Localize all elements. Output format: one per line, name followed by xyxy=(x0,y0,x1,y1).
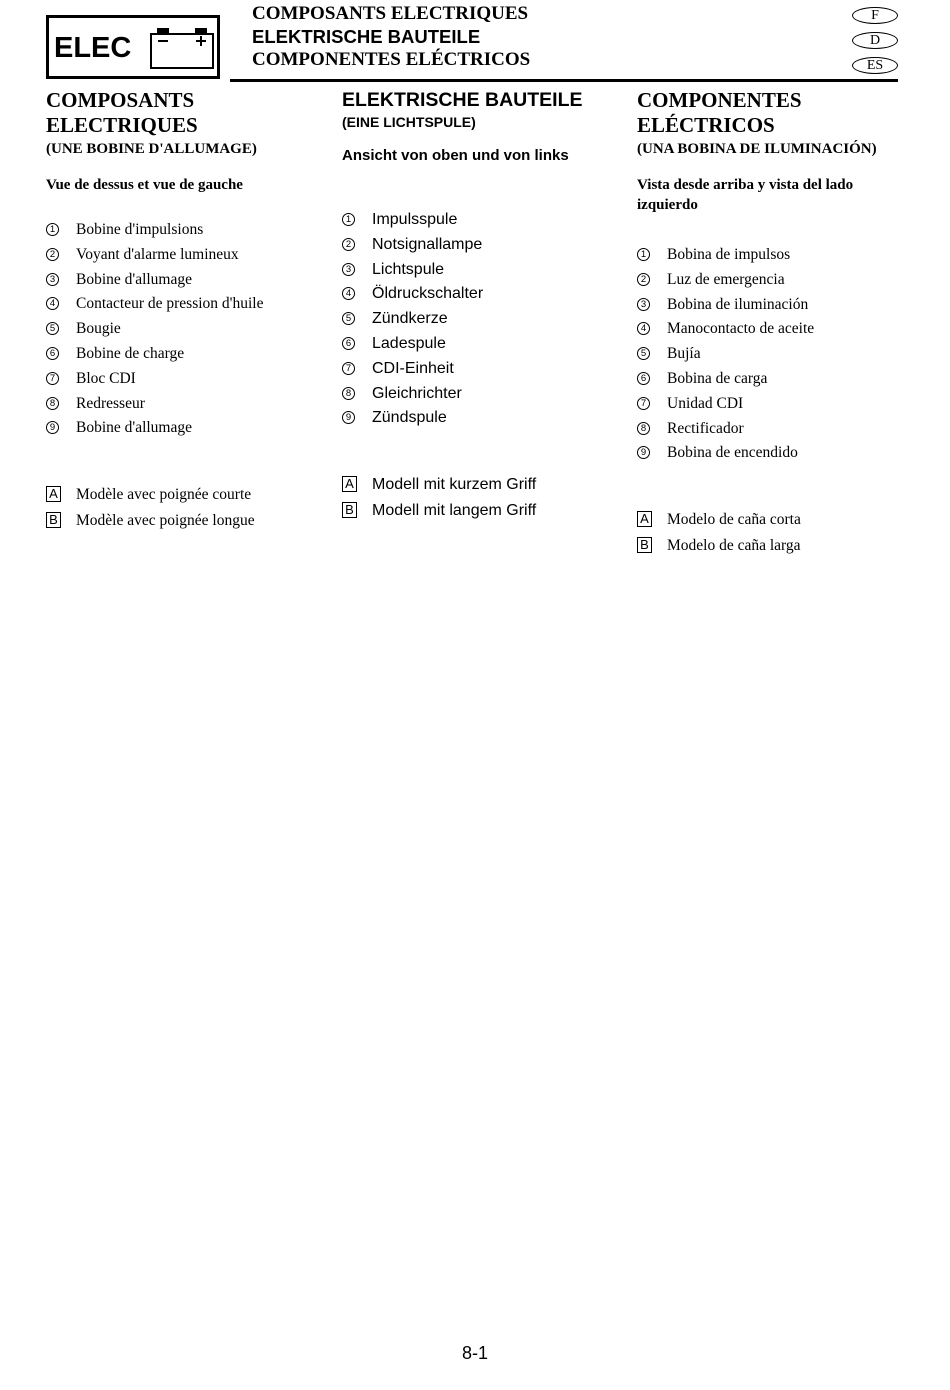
item-number: 6 xyxy=(46,347,59,360)
list-item xyxy=(46,218,326,243)
list-item xyxy=(342,233,622,258)
header-title-fr: COMPOSANTS ELECTRIQUES xyxy=(252,3,529,24)
model-item xyxy=(637,533,927,559)
section-title-line1: COMPOSANTS xyxy=(46,88,195,112)
item-label: Bujía xyxy=(667,345,701,363)
model-label: Modell mit kurzem Griff xyxy=(372,476,537,494)
list-item xyxy=(46,367,326,392)
item-label: Bobine d'allumage xyxy=(76,419,193,437)
item-label: Lichtspule xyxy=(372,260,445,278)
list-item xyxy=(637,342,927,367)
list-item xyxy=(342,282,622,307)
list-item xyxy=(637,243,927,268)
component-list xyxy=(637,243,927,466)
item-label: Unidad CDI xyxy=(667,394,744,412)
item-number: 4 xyxy=(637,322,650,335)
item-label: Bobine d'allumage xyxy=(76,270,193,288)
header-title-de: ELEKTRISCHE BAUTEILE xyxy=(252,26,481,47)
model-item xyxy=(46,508,326,534)
column-spanish xyxy=(637,88,927,558)
item-label: Bobine de charge xyxy=(76,344,185,362)
list-item xyxy=(342,258,622,283)
list-item xyxy=(342,208,622,233)
model-label: Modèle avec poignée courte xyxy=(76,486,252,504)
column-german xyxy=(342,88,622,523)
component-list xyxy=(46,218,326,441)
item-number: 7 xyxy=(342,362,355,375)
item-number: 6 xyxy=(637,372,650,385)
item-number: 1 xyxy=(46,223,59,236)
battery-icon xyxy=(149,26,215,70)
lang-badge-f: F xyxy=(852,7,898,24)
item-label: Impulsspule xyxy=(372,211,458,228)
model-key: B xyxy=(342,502,357,518)
section-title: ELEKTRISCHE BAUTEILE xyxy=(342,89,583,111)
item-number: 4 xyxy=(342,287,355,300)
item-number: 3 xyxy=(342,263,355,276)
item-label: CDI-Einheit xyxy=(372,359,454,377)
elec-section-badge xyxy=(46,15,220,79)
section-title-line2: ELÉCTRICOS xyxy=(637,113,775,137)
section-title-line1: COMPONENTES xyxy=(637,88,802,112)
view-label: Vue de dessus et vue de gauche xyxy=(46,177,243,193)
language-badges xyxy=(852,7,898,82)
section-subtitle: (EINE LICHTSPULE) xyxy=(342,114,476,130)
item-label: Bobina de encendido xyxy=(667,444,798,462)
item-label: Notsignallampe xyxy=(372,235,483,253)
item-number: 5 xyxy=(637,347,650,360)
model-item xyxy=(342,472,622,498)
item-label: Zündspule xyxy=(372,409,447,427)
component-list xyxy=(342,208,622,431)
item-label: Bobina de carga xyxy=(667,369,768,387)
item-number: 5 xyxy=(342,312,355,325)
model-key: A xyxy=(46,486,61,502)
item-number: 8 xyxy=(46,397,59,410)
list-item xyxy=(46,243,326,268)
model-list xyxy=(342,472,622,523)
item-number: 6 xyxy=(342,337,355,350)
item-label: Redresseur xyxy=(76,394,145,412)
model-label: Modelo de caña larga xyxy=(667,536,801,554)
header-title-es: COMPONENTES ELÉCTRICOS xyxy=(252,49,531,70)
item-label: Manocontacto de aceite xyxy=(667,320,815,338)
item-number: 2 xyxy=(342,238,355,251)
view-label: Ansicht von oben und von links xyxy=(342,147,569,164)
list-item xyxy=(342,307,622,332)
item-label: Ladespule xyxy=(372,334,446,352)
model-key: A xyxy=(342,476,357,492)
column-french xyxy=(46,88,326,533)
model-item xyxy=(342,498,622,524)
item-label: Luz de emergencia xyxy=(667,270,785,288)
item-label: Bobina de impulsos xyxy=(667,246,791,263)
item-number: 8 xyxy=(637,422,650,435)
item-number: 3 xyxy=(46,273,59,286)
model-item xyxy=(46,482,326,508)
item-number: 7 xyxy=(46,372,59,385)
model-label: Modèle avec poignée longue xyxy=(76,511,255,529)
item-number: 1 xyxy=(637,248,650,261)
model-list xyxy=(637,507,927,558)
header-titles xyxy=(252,2,530,71)
item-label: Bobina de iluminación xyxy=(667,295,809,313)
list-item xyxy=(46,416,326,441)
item-number: 8 xyxy=(342,387,355,400)
list-item xyxy=(342,382,622,407)
list-item xyxy=(637,367,927,392)
model-item xyxy=(637,507,927,533)
list-item xyxy=(46,317,326,342)
elec-label: ELEC xyxy=(54,32,132,64)
model-key: B xyxy=(637,537,652,553)
item-label: Contacteur de pression d'huile xyxy=(76,295,264,313)
list-item xyxy=(46,392,326,417)
list-item xyxy=(342,357,622,382)
item-number: 3 xyxy=(637,298,650,311)
list-item xyxy=(46,268,326,293)
item-number: 9 xyxy=(637,446,650,459)
item-number: 9 xyxy=(46,421,59,434)
model-list xyxy=(46,482,326,533)
section-subtitle: (UNA BOBINA DE ILUMINACIÓN) xyxy=(637,141,877,157)
view-label-line1: Vista desde arriba y vista del lado xyxy=(637,177,854,193)
list-item xyxy=(637,317,927,342)
item-number: 4 xyxy=(46,297,59,310)
section-title-line2: ELECTRIQUES xyxy=(46,113,198,137)
list-item xyxy=(637,268,927,293)
model-key: A xyxy=(637,511,652,527)
list-item xyxy=(46,292,326,317)
list-item xyxy=(637,392,927,417)
item-label: Öldruckschalter xyxy=(372,285,484,303)
model-label: Modell mit langem Griff xyxy=(372,501,537,519)
view-label-line2: izquierdo xyxy=(637,197,698,213)
item-label: Bobine d'impulsions xyxy=(76,221,204,238)
list-item xyxy=(46,342,326,367)
list-item xyxy=(637,441,927,466)
model-label: Modelo de caña corta xyxy=(667,511,801,529)
lang-badge-d: D xyxy=(852,32,898,49)
section-subtitle: (UNE BOBINE D'ALLUMAGE) xyxy=(46,141,257,157)
item-label: Zündkerze xyxy=(372,310,448,328)
item-number: 7 xyxy=(637,397,650,410)
page-number: 8-1 xyxy=(461,1343,488,1363)
item-number: 1 xyxy=(342,213,355,226)
list-item xyxy=(342,406,622,431)
lang-badge-es: ES xyxy=(852,57,898,74)
item-label: Bougie xyxy=(76,320,121,338)
list-item xyxy=(342,332,622,357)
item-number: 5 xyxy=(46,322,59,335)
item-number: 2 xyxy=(46,248,59,261)
model-key: B xyxy=(46,512,61,528)
item-label: Voyant d'alarme lumineux xyxy=(76,245,239,263)
item-label: Rectificador xyxy=(667,419,744,437)
item-number: 2 xyxy=(637,273,650,286)
list-item xyxy=(637,417,927,442)
item-number: 9 xyxy=(342,411,355,424)
list-item xyxy=(637,293,927,318)
item-label: Gleichrichter xyxy=(372,384,462,402)
header-divider xyxy=(230,79,898,82)
item-label: Bloc CDI xyxy=(76,369,136,387)
